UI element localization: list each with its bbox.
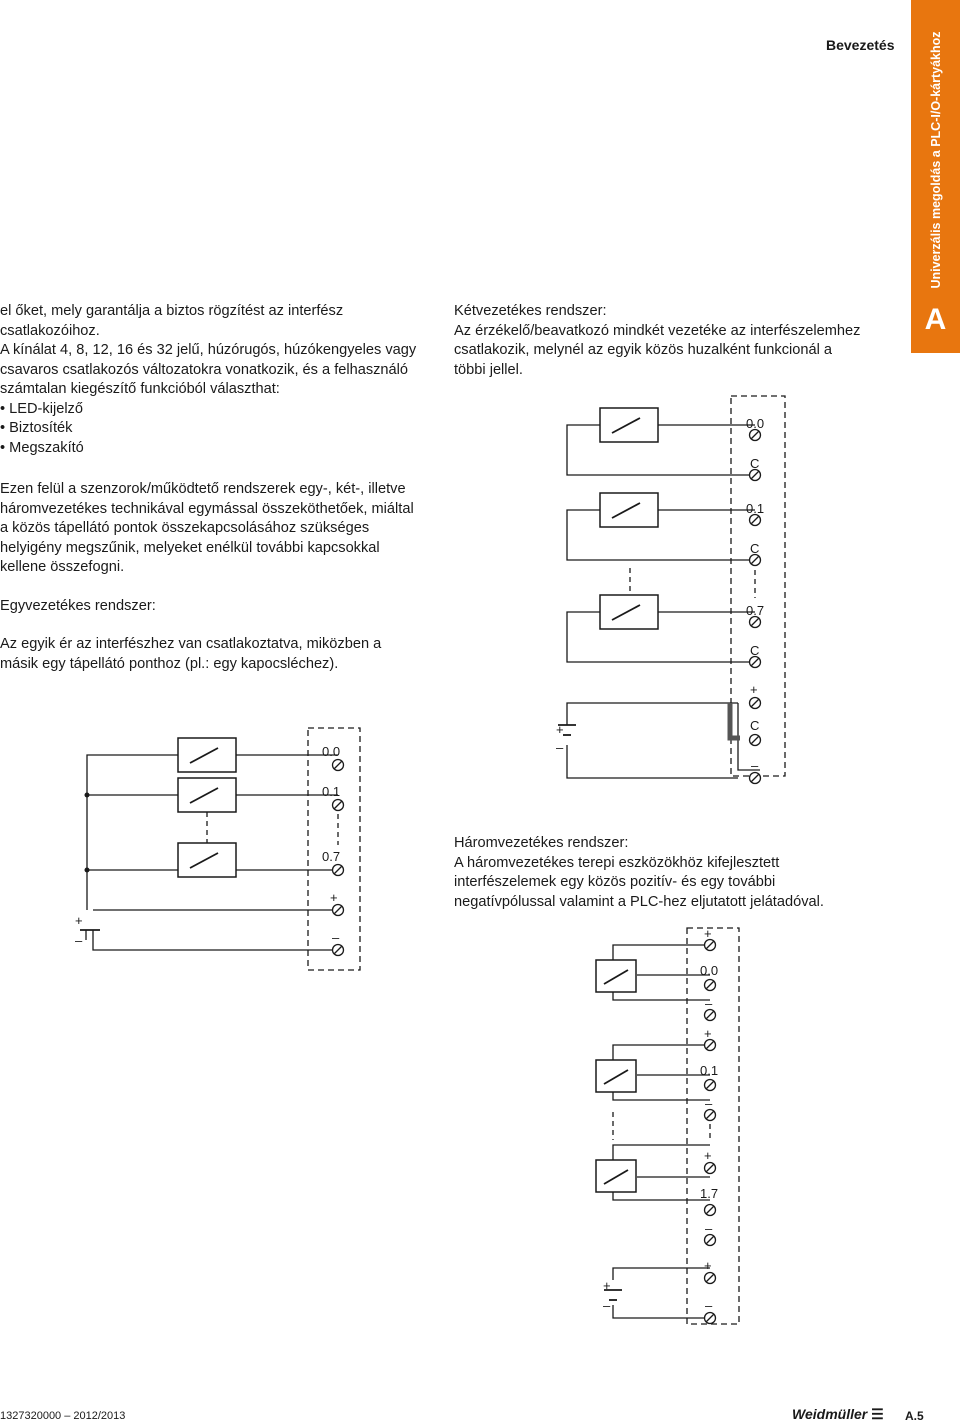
two-wire-terminal-label: – <box>751 758 759 773</box>
page-number: A.5 <box>905 1409 924 1423</box>
one-wire-terminal-label: 0.1 <box>322 784 341 799</box>
doc-number: 1327320000 – 2012/2013 <box>0 1410 126 1422</box>
three-wire-terminal-label: + <box>704 1148 712 1163</box>
three-wire-terminal-label: – <box>705 1221 713 1236</box>
one-wire-heading: Egyvezetékes rendszer: <box>0 597 156 614</box>
feature-item: • LED-kijelző <box>0 400 420 420</box>
brand-mark-icon: ☰ <box>871 1406 884 1422</box>
two-wire-supply-minus: – <box>556 740 564 755</box>
brand-logo <box>792 1406 884 1423</box>
one-wire-terminal-label: 0.0 <box>322 744 341 759</box>
two-wire-terminal-label: + <box>750 682 758 697</box>
three-wire-terminal-label: 0.1 <box>700 1063 719 1078</box>
three-wire-supply-plus: + <box>603 1278 611 1293</box>
three-wire-paragraph: A háromvezetékes terepi eszközökhöz kifejlesztett interfészelemek egy közös pozitív- és egy további negatívpólussal valamint a PLC-hez eljutatott jelátadóval. <box>454 854 824 910</box>
two-wire-diagram <box>556 396 785 784</box>
two-wire-terminal-label: C <box>750 643 760 658</box>
three-wire-supply-minus: – <box>603 1298 611 1313</box>
three-wire-terminal-label: 1.7 <box>700 1186 719 1201</box>
three-wire-diagram <box>596 926 739 1324</box>
three-wire-terminal-label: + <box>704 926 712 941</box>
two-wire-paragraph: Az érzékelő/beavatkozó mindkét vezetéke az interfészelemhez csatlakozik, melynél az egyik közös huzalként funkcionál a többi jellel. <box>454 322 861 378</box>
two-wire-heading: Kétvezetékes rendszer: <box>454 303 607 319</box>
section-title: Bevezetés <box>826 37 895 53</box>
three-wire-heading: Háromvezetékes rendszer: <box>454 835 629 851</box>
brand-name: Weidmüller <box>792 1406 868 1422</box>
three-wire-terminal-label: + <box>704 1258 712 1273</box>
side-tab-title: Univerzális megoldás a PLC-I/O-kártyákhoz <box>928 31 943 289</box>
one-wire-terminal-label: 0.7 <box>322 849 341 864</box>
two-wire-terminal-label: 0.1 <box>746 501 765 516</box>
two-wire-terminal-label: 0.7 <box>746 603 765 618</box>
two-wire-terminal-label: C <box>750 456 760 471</box>
side-tab-letter: A <box>924 303 947 336</box>
three-wire-terminal-label: 0.0 <box>700 963 719 978</box>
three-wire-terminal-label: – <box>705 1298 713 1313</box>
one-wire-terminal-label: + <box>330 890 338 905</box>
two-wire-terminal-label: C <box>750 718 760 733</box>
feature-item: • Megszakító <box>0 439 420 459</box>
three-wire-terminal-label: – <box>705 996 713 1011</box>
three-wire-terminal-label: + <box>704 1026 712 1041</box>
two-wire-terminal-label: C <box>750 541 760 556</box>
offer-paragraph: A kínálat 4, 8, 12, 16 és 32 jelű, húzórugós, húzókengyeles vagy csavaros csatlakozós változatokra vonatkozik, és a felhasználó számtalan kiegészítő funkcióból választhat: <box>0 342 417 397</box>
two-wire-terminal-label: 0.0 <box>746 416 765 431</box>
one-wire-supply-plus: + <box>75 913 83 928</box>
one-wire-paragraph: Az egyik ér az interfészhez van csatlakoztatva, miközben a másik egy tápellátó ponthoz (pl.: egy kapocsléchez). <box>0 636 382 672</box>
three-wire-terminal-label: – <box>705 1096 713 1111</box>
three-wire-sensor <box>596 960 636 992</box>
one-wire-diagram <box>75 728 360 970</box>
two-wire-supply-plus: + <box>556 722 564 737</box>
feature-item: • Biztosíték <box>0 419 420 439</box>
technique-paragraph: Ezen felül a szenzorok/működtető rendszerek egy-, két-, illetve háromvezetékes technikával egymással összeköthetőek, miáltal a közös tápellátó pontok összekapcsolásához szükséges helyigény megszűnik, melyeket enélkül további kapcsokkal kellene összefogni. <box>0 481 414 575</box>
three-wire-sensor <box>596 1060 636 1092</box>
one-wire-terminal-label: – <box>332 930 340 945</box>
intro-paragraph: el őket, mely garantálja a biztos rögzítést az interfész csatlakozóihoz. <box>0 303 344 339</box>
three-wire-sensor <box>596 1160 636 1192</box>
one-wire-supply-minus: – <box>75 933 83 948</box>
